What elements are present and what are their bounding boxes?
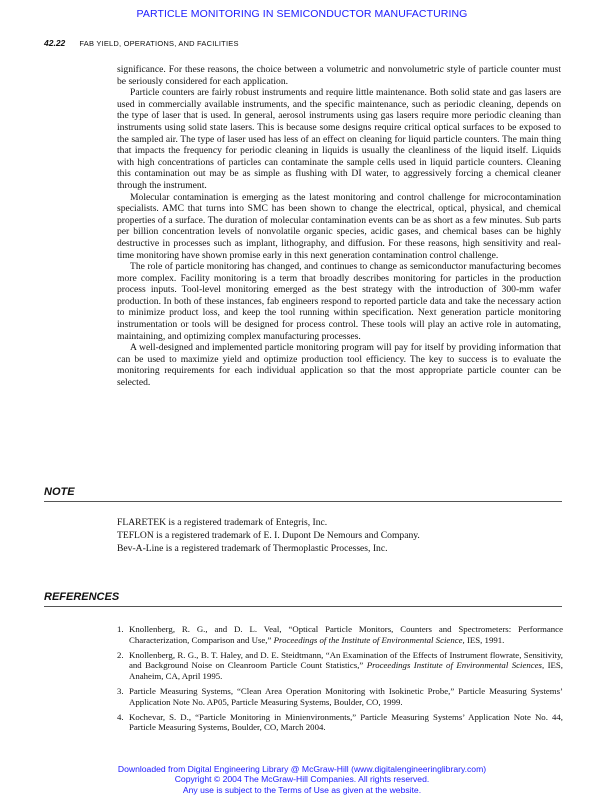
footer bbox=[0, 764, 604, 795]
paragraph: The role of particle monitoring has changed, and continues to change as semiconductor manufacturing becomes more complex. Facility monitoring is a term that broadly describes monitoring for particles in the production process inputs. Tool-level monitoring emerged as the best strategy with the introduction of 300-mm wafer production. In both of these instances, fab engineers respond to reported particle data and take the necessary action to minimize product loss, and keep the tool running within specification. Next generation particle monitoring instrumentation or tools will be designed for process control. These tools will play an active role in automating, maintaining, and optimizing complex manufacturing processes. bbox=[117, 261, 561, 342]
note-line: Bev-A-Line is a registered trademark of Thermoplastic Processes, Inc. bbox=[117, 543, 388, 554]
reference-source: Proceedings Institute of Environmental Sciences bbox=[366, 660, 542, 671]
reference-source: Proceedings of the Institute of Environmental Science bbox=[273, 634, 463, 645]
section-title: FAB YIELD, OPERATIONS, AND FACILITIES bbox=[79, 39, 239, 48]
reference-text: Kochevar, S. D., “Particle Monitoring in Minienvironments,” Particle Measuring Systems’ Application Note No. 44, Particle Measuring Systems, Boulder, CO, March 2004. bbox=[129, 711, 563, 733]
reference-list bbox=[117, 624, 563, 737]
running-head bbox=[44, 38, 239, 48]
reference-item bbox=[117, 686, 563, 707]
reference-text: Knollenberg, R. G., and D. L. Veal, “Optical Particle Monitors, Counters and Spectrometers: Performance Characterization, Comparison and Use,” bbox=[129, 624, 563, 645]
page-number: 42.22 bbox=[44, 38, 66, 48]
body-text bbox=[117, 64, 561, 389]
paragraph: Molecular contamination is emerging as the latest monitoring and control challenge for microcontamination specialists. AMC that turns into SMC has been shown to change the electrical, optical, physical, and chemical properties of a surface. The duration of molecular contamination events can be as short as a few minutes. Sub parts per billion concentration levels of nonvolatile organic species, acidic gases, and chemical bases can be highly destructive in processes such as implant, lithography, and diffusion. For these reasons, high sensitivity and real-time monitoring have shown promise early in this next generation contamination control challenge. bbox=[117, 191, 561, 261]
paragraph: significance. For these reasons, the choice between a volumetric and nonvolumetric style of particle counter must be seriously considered for each application. bbox=[117, 64, 561, 87]
reference-text-end: , IES, Anaheim, CA, April 1995. bbox=[129, 660, 563, 681]
references-heading: REFERENCES bbox=[44, 591, 562, 607]
note-heading: NOTE bbox=[44, 486, 562, 502]
footer-terms-link[interactable]: Any use is subject to the Terms of Use as given at the website. bbox=[182, 784, 422, 795]
chapter-banner: PARTICLE MONITORING IN SEMICONDUCTOR MANUFACTURING bbox=[136, 8, 468, 20]
reference-number: 1. bbox=[117, 624, 124, 634]
note-line: TEFLON is a registered trademark of E. I. Dupont De Nemours and Company. bbox=[117, 530, 420, 541]
reference-number: 2. bbox=[117, 649, 124, 660]
note-line: FLARETEK is a registered trademark of Entegris, Inc. bbox=[117, 517, 328, 528]
reference-item bbox=[117, 624, 563, 645]
reference-number: 4. bbox=[117, 711, 124, 722]
reference-number: 3. bbox=[117, 685, 124, 696]
reference-text-end: , IES, 1991. bbox=[462, 634, 505, 645]
paragraph: A well-designed and implemented particle monitoring program will pay for itself by providing information that can be used to maximize yield and optimize production tool efficiency. The key to success is to evaluate the monitoring requirements for each individual application so that the most appropriate particle counter can be selected. bbox=[117, 342, 561, 389]
reference-item bbox=[117, 650, 563, 682]
reference-text: Particle Measuring Systems, “Clean Area Operation Monitoring with Isokinetic Probe,” Particle Measuring Systems’ Application Note No. AP05, Particle Measuring Systems, Boulder, CO, 1999. bbox=[129, 685, 563, 707]
note-list bbox=[117, 516, 561, 555]
footer-download-link[interactable]: Downloaded from Digital Engineering Library @ McGraw-Hill (www.digitalengineeringlibrary.com) bbox=[117, 764, 487, 774]
footer-copyright: Copyright © 2004 The McGraw-Hill Companies. All rights reserved. bbox=[174, 774, 430, 785]
reference-item bbox=[117, 712, 563, 733]
reference-text: Knollenberg, R. G., B. T. Haley, and D. E. Steidtmann, “An Examination of the Effects of Instrument flowrate, Sensitivity, and Background Noise on Cleanroom Particle Count Statistics,” bbox=[129, 649, 563, 671]
paragraph: Particle counters are fairly robust instruments and require little maintenance. Both solid state and gas lasers are used in commercially available instruments, and the specific maintenance, such as periodic cleaning, depends on the type of laser that is used. In general, aerosol instruments using gas lasers require more periodic cleaning than instruments using solid state lasers. This is because some designs require critical optical surfaces to be exposed to the sampled air. The type of laser used has less of an effect on cleaning for liquid particle counters. The main thing that impacts the frequency for periodic cleaning in liquids is usually the cleanliness of the liquid itself. Liquids with high concentrations of particles can contaminate the sample cells used in liquid particle counters. Cleaning this contamination out may be as simple as flushing with DI water, to aggressively forcing a chemical cleaner through the instrument. bbox=[117, 87, 561, 191]
